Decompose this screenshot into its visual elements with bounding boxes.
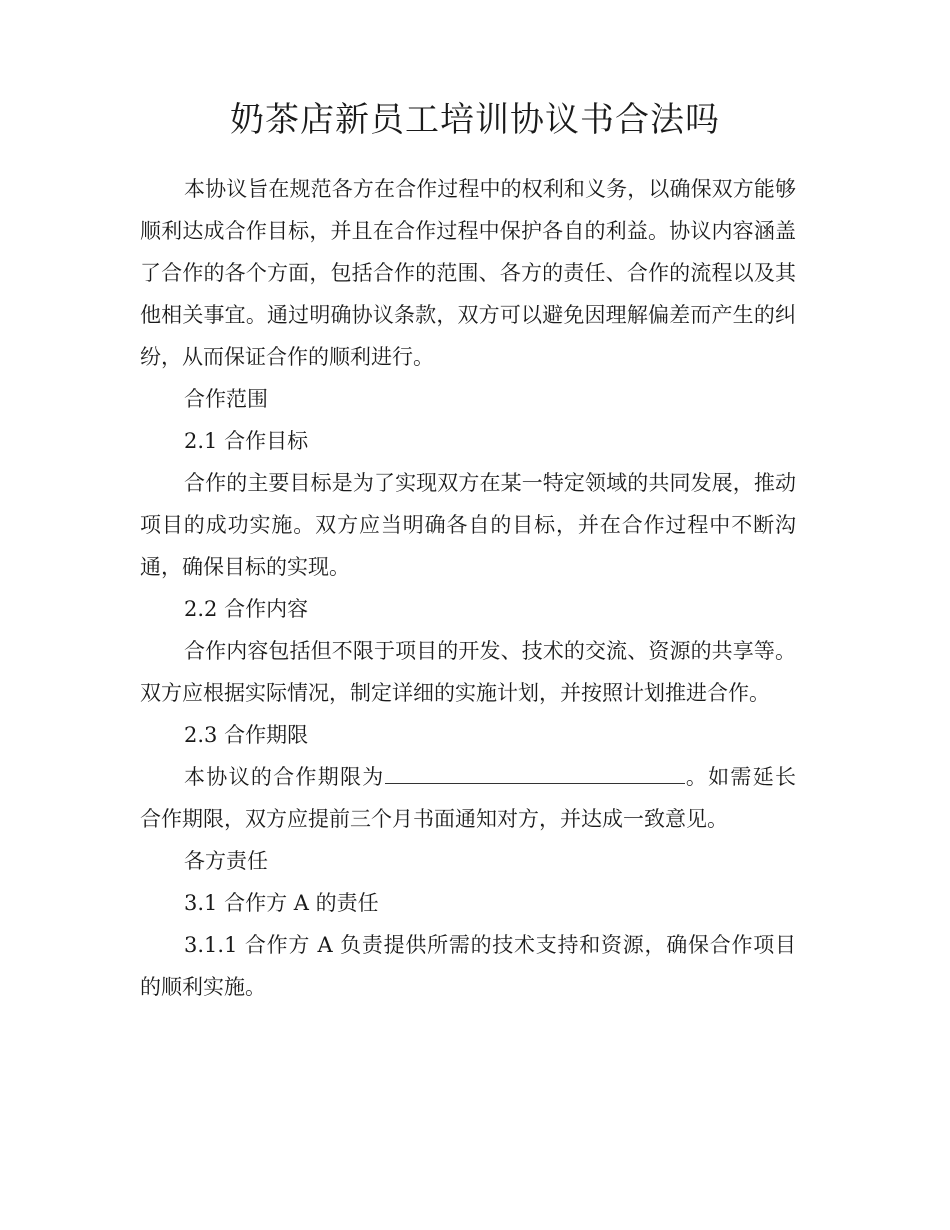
subsection-heading-2-1: 2.1 合作目标 bbox=[184, 429, 309, 453]
paragraph-3-1-1: 3.1.1 合作方 A 负责提供所需的技术支持和资源，确保合作项目的顺利实施。 bbox=[140, 933, 796, 999]
term-text-before: 本协议的合作期限为 bbox=[184, 765, 385, 789]
document-title: 奶茶店新员工培训协议书合法吗 bbox=[230, 100, 720, 140]
section-heading-scope: 合作范围 bbox=[184, 387, 268, 411]
paragraph-2-3 bbox=[140, 756, 796, 840]
paragraph-2-1: 合作的主要目标是为了实现双方在某一特定领域的共同发展，推动项目的成功实施。双方应当明确各自的目标，并在合作过程中不断沟通，确保目标的实现。 bbox=[140, 471, 796, 579]
section-heading-responsibility: 各方责任 bbox=[184, 849, 268, 873]
paragraph-2-2: 合作内容包括但不限于项目的开发、技术的交流、资源的共享等。双方应根据实际情况，制定详细的实施计划，并按照计划推进合作。 bbox=[140, 639, 796, 705]
subsection-heading-2-3: 2.3 合作期限 bbox=[184, 723, 309, 747]
subsection-heading-3-1: 3.1 合作方 A 的责任 bbox=[184, 891, 379, 915]
term-text-after: 。如需延长合作期限，双方应提前三个月书面通知对方，并达成一致意见。 bbox=[140, 765, 797, 831]
term-blank-line bbox=[385, 759, 685, 784]
document-body bbox=[140, 168, 796, 1008]
subsection-heading-2-2: 2.2 合作内容 bbox=[184, 597, 309, 621]
intro-paragraph: 本协议旨在规范各方在合作过程中的权利和义务，以确保双方能够顺利达成合作目标，并且在合作过程中保护各自的利益。协议内容涵盖了合作的各个方面，包括合作的范围、各方的责任、合作的流程以及其他相关事宜。通过明确协议条款，双方可以避免因理解偏差而产生的纠纷，从而保证合作的顺利进行。 bbox=[140, 177, 796, 369]
